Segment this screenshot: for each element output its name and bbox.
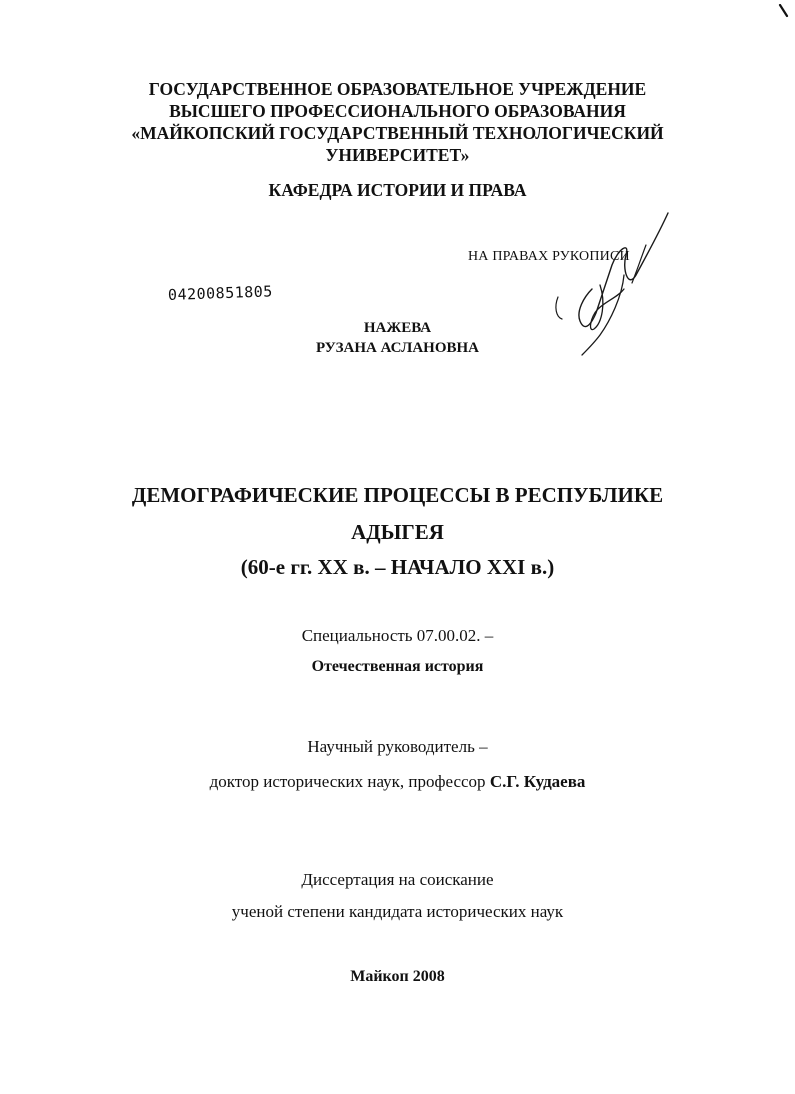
title-line-2: АДЫГЕЯ bbox=[351, 520, 444, 544]
supervisor-label: Научный руководитель – bbox=[307, 737, 488, 756]
title-line-1: ДЕМОГРАФИЧЕСКИЕ ПРОЦЕССЫ В РЕСПУБЛИКЕ bbox=[131, 483, 664, 507]
specialty-name: Отечественная история bbox=[311, 658, 484, 675]
institution-line-1: ГОСУДАРСТВЕННОЕ ОБРАЗОВАТЕЛЬНОЕ УЧРЕЖДЕНИЕ bbox=[148, 79, 647, 99]
author-given-names: РУЗАНА АСЛАНОВНА bbox=[316, 340, 479, 356]
registry-code: 04200851805 bbox=[167, 282, 274, 304]
dissertation-line-1: Диссертация на соискание bbox=[301, 870, 494, 889]
supervisor-degree: доктор исторических наук, профессор bbox=[209, 772, 486, 791]
specialty-label: Специальность 07.00.02. – bbox=[301, 626, 494, 645]
institution-line-3: «МАЙКОПСКИЙ ГОСУДАРСТВЕННЫЙ ТЕХНОЛОГИЧЕСКИЙ bbox=[131, 123, 664, 143]
supervisor-name: С.Г. Кудаева bbox=[489, 772, 586, 791]
title-line-3: (60-е гг. XX в. – НАЧАЛО XXI в.) bbox=[240, 555, 555, 579]
institution-line-4: УНИВЕРСИТЕТ» bbox=[325, 145, 470, 165]
institution-line-2: ВЫСШЕГО ПРОФЕССИОНАЛЬНОГО ОБРАЗОВАНИЯ bbox=[169, 101, 626, 121]
place-year: Майкоп 2008 bbox=[350, 968, 445, 985]
dissertation-line-2: ученой степени кандидата исторических наук bbox=[231, 902, 564, 921]
manuscript-note: НА ПРАВАХ РУКОПИСИ bbox=[468, 249, 630, 264]
author-surname: НАЖЕВА bbox=[363, 320, 432, 336]
scan-mark-icon bbox=[778, 4, 790, 18]
supervisor-line bbox=[0, 772, 795, 792]
department-heading: КАФЕДРА ИСТОРИИ И ПРАВА bbox=[268, 180, 527, 200]
